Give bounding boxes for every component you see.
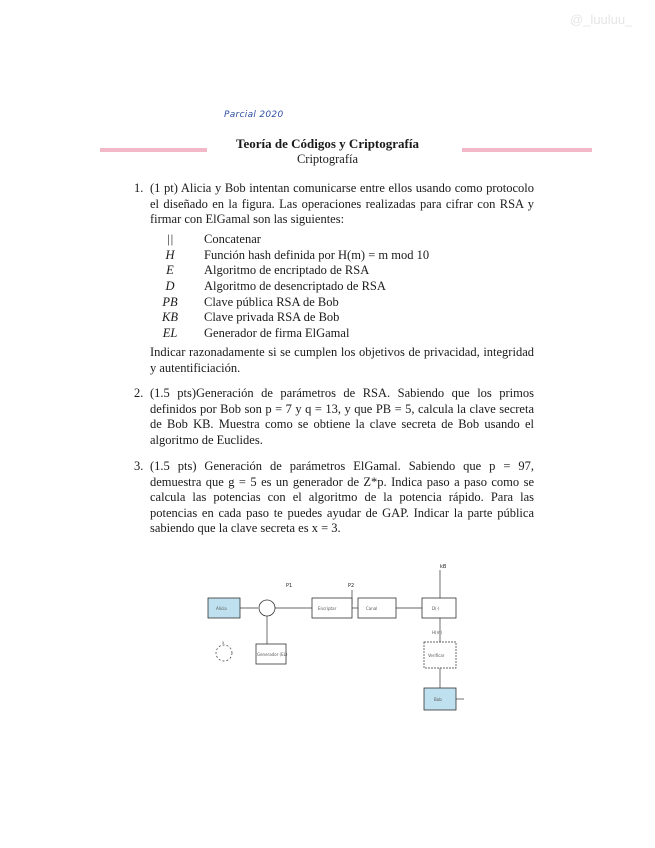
question-1-closing — [134, 345, 534, 376]
handwritten-note: Parcial 2020 — [224, 110, 284, 120]
x-label: x — [222, 640, 225, 645]
legend-desc: Clave privada RSA de Bob — [204, 310, 340, 324]
legend-symbol: EL — [162, 326, 178, 340]
encrypt-label: Encriptar — [318, 606, 337, 611]
question-number: 2. — [134, 386, 144, 400]
legend-desc: Clave pública RSA de Bob — [204, 295, 339, 309]
generator-label: Generador (EL) — [257, 652, 288, 657]
page-subtitle: Criptografía — [296, 152, 359, 166]
p1-label: P1 — [286, 583, 293, 589]
question-3 — [134, 459, 534, 537]
legend-desc: Algoritmo de encriptado de RSA — [204, 263, 370, 277]
question-number: 3. — [134, 459, 144, 473]
legend-desc: Función hash definida por H(m) = m mod 10 — [204, 248, 430, 262]
channel-label: Canal — [366, 606, 378, 611]
random-node — [216, 645, 232, 661]
kb-label: kB — [440, 564, 447, 570]
decrypt-label: D(·) — [432, 606, 440, 611]
question-1 — [134, 181, 534, 228]
watermark: @_luuluu_ — [570, 12, 633, 27]
legend-symbol: D — [165, 279, 175, 293]
page-title: Teoría de Códigos y Criptografía — [236, 136, 419, 151]
legend-desc: Generador de firma ElGamal — [204, 326, 350, 340]
verify-label: Verificar — [428, 653, 445, 658]
question-text: (1.5 pts)Generación de parámetros de RSA. Sabiendo que los primos definidos por Bob son p = 7 y q = 13, y que PB = 5, calcula la clave secreta de Bob KB. Muestra como se obtiene la clave secreta de Bob usando el algoritmo de Euclides. — [150, 386, 534, 447]
concat-node — [259, 600, 275, 616]
legend-symbol: H — [165, 248, 175, 262]
question-text: (1 pt) Alicia y Bob intentan comunicarse entre ellos usando como protocolo el diseñado en la figura. Las operaciones realizadas para cifrar con RSA y firmar con ElGamal son las siguientes: — [150, 181, 534, 226]
legend-desc: Concatenar — [204, 232, 261, 246]
legend-symbol: PB — [162, 295, 178, 309]
question-text: (1.5 pts) Generación de parámetros ElGamal. Sabiendo que p = 97, demuestra que g = 5 es un generador de Z*p. Indica paso a paso como se calcula las potencias con el algoritmo de la potencia rápido. Para las potencias en cada paso te puedes ayudar de GAP. Indicar la parte pública sabiendo que la clave secreta es x = 3. — [150, 459, 534, 535]
legend-symbol: || — [166, 232, 174, 246]
legend-symbol: KB — [162, 310, 178, 324]
protocol-diagram — [200, 560, 480, 720]
hash-label: H(m) — [432, 630, 443, 635]
alice-label: Alicia — [216, 606, 227, 611]
legend-symbol: E — [166, 263, 174, 277]
question-text: Indicar razonadamente si se cumplen los objetivos de privacidad, integridad y autentificiación. — [150, 345, 534, 375]
legend-desc: Algoritmo de desencriptado de RSA — [204, 279, 386, 293]
bob-label: Bob — [434, 697, 442, 702]
question-number: 1. — [134, 181, 144, 195]
question-2 — [134, 386, 534, 448]
p2-label: P2 — [348, 583, 355, 589]
